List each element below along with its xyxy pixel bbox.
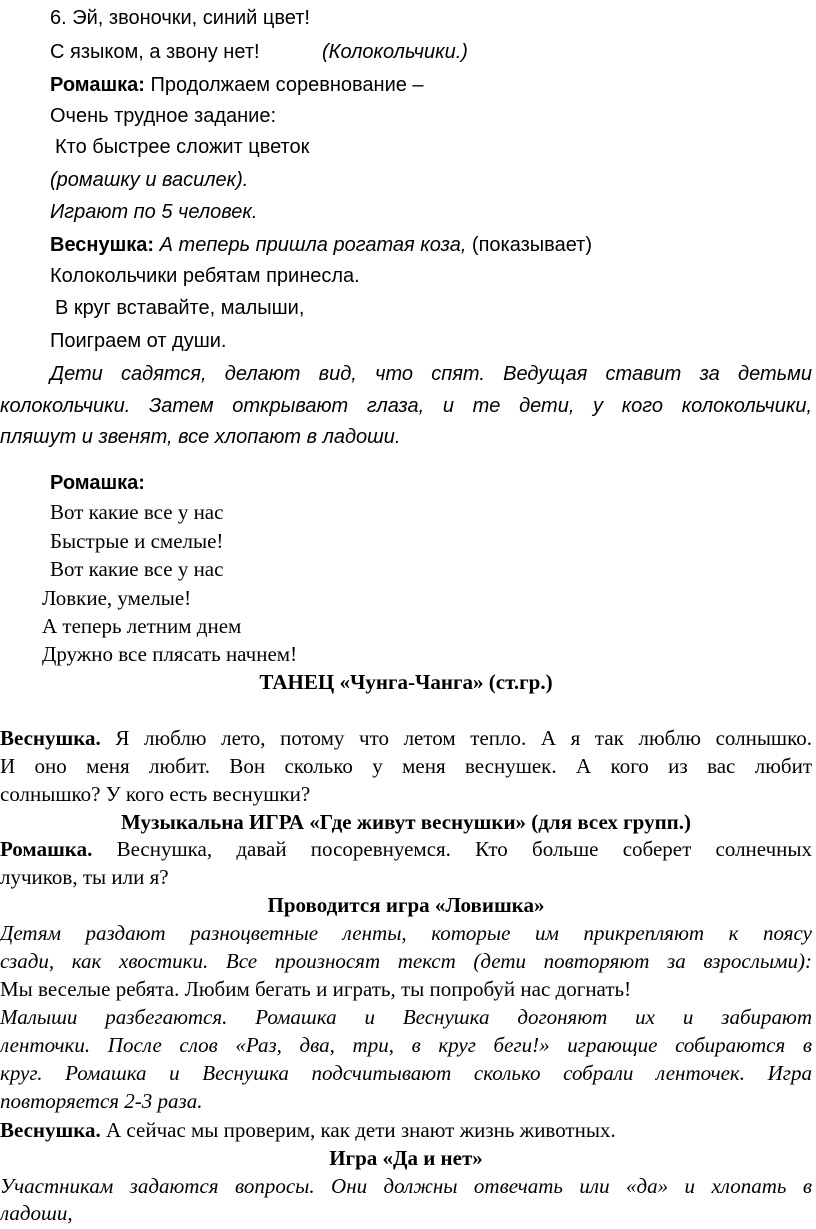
verse-line: Колокольчики ребятам принесла.: [50, 265, 360, 287]
section-heading: Музыкальна ИГРА «Где живут веснушки» (для всех групп.): [120, 810, 692, 834]
section-heading: Проводится игра «Ловишка»: [267, 893, 545, 917]
speaker-line: [0, 837, 812, 862]
instruction-line: Дети садятся, делают вид, что спят. Ведущая ставит за детьми: [50, 363, 812, 385]
speaker-line: [50, 233, 592, 257]
speech-text: Веснушка, давай посоревнуемся. Кто больше соберет солнечных: [92, 837, 812, 861]
poem-line: Дружно все плясать начнем!: [42, 642, 298, 666]
instruction-line: ленточки. После слов «Раз, два, три, в круг беги!» играющие собираются в: [0, 1033, 812, 1057]
speech-text: Я люблю лето, потому что летом тепло. А я так люблю солнышко.: [100, 726, 812, 750]
speech-line: солнышко? У кого есть веснушки?: [0, 782, 311, 806]
verse-line: Играют по 5 человек.: [50, 201, 258, 223]
poem-line: Быстрые и смелые!: [50, 529, 224, 553]
instruction-line: Детям раздают разноцветные ленты, которые им прикрепляют к поясу: [0, 921, 812, 945]
speech-text: (показывает): [466, 234, 592, 256]
speech-text: Продолжаем соревнование –: [144, 74, 424, 96]
poem-line: Ловкие, умелые!: [42, 586, 192, 610]
speaker-name: Ромашка.: [0, 837, 93, 861]
speaker-name: Ромашка:: [50, 472, 145, 494]
verse-line: 6. Эй, звоночки, синий цвет!: [50, 7, 310, 29]
speaker-line: [0, 1118, 616, 1143]
verse-line: [50, 40, 260, 64]
speech-text: А сейчас мы проверим, как дети знают жизнь животных.: [100, 1118, 616, 1142]
section-heading: ТАНЕЦ «Чунга-Чанга» (ст.гр.): [259, 670, 553, 694]
speaker-line: [50, 73, 424, 97]
verse-text: С языком, а звону нет!: [50, 41, 260, 63]
instruction-line: пляшут и звенят, все хлопают в ладоши.: [0, 426, 401, 448]
poem-line: А теперь летним днем: [42, 614, 242, 638]
instruction-line: Участникам задаются вопросы. Они должны отвечать или «да» и хлопать в: [0, 1174, 812, 1198]
speech-text-italic: А теперь пришла рогатая коза,: [154, 234, 467, 256]
speaker-name: Веснушка.: [0, 1118, 101, 1142]
speech-line: лучиков, ты или я?: [0, 865, 169, 889]
instruction-line: круг. Ромашка и Веснушка подсчитывают сколько собрали ленточек. Игра: [0, 1061, 812, 1085]
section-heading: Игра «Да и нет»: [329, 1146, 483, 1170]
speaker-line: [0, 726, 812, 751]
chant-line: Мы веселые ребята. Любим бегать и играть, ты попробуй нас догнать!: [0, 977, 632, 1001]
speaker-name: Веснушка:: [50, 234, 155, 256]
instruction-line: Малыши разбегаются. Ромашка и Веснушка догоняют их и забирают: [0, 1005, 812, 1029]
verse-line: Очень трудное задание:: [50, 105, 277, 127]
verse-line: В круг вставайте, малыши,: [55, 297, 305, 319]
poem-line: Вот какие все у нас: [50, 500, 224, 524]
instruction-line: сзади, как хвостики. Все произносят текст (дети повторяют за взрослыми):: [0, 949, 812, 973]
instruction-line: ладоши,: [0, 1201, 73, 1225]
speech-line: И оно меня любит. Вон сколько у меня веснушек. А кого из вас любит: [0, 754, 812, 778]
speaker-name: Ромашка:: [50, 74, 145, 96]
instruction-line: повторяется 2-3 раза.: [0, 1089, 203, 1113]
verse-line: Кто быстрее сложит цветок: [55, 136, 310, 158]
poem-line: Вот какие все у нас: [50, 557, 224, 581]
verse-note: (Колокольчики.): [322, 41, 468, 63]
instruction-line: колокольчики. Затем открывают глаза, и те дети, у кого колокольчики,: [0, 395, 812, 417]
verse-line: Поиграем от души.: [50, 330, 227, 352]
speaker-name: Веснушка.: [0, 726, 101, 750]
verse-line: (ромашку и василек).: [50, 169, 249, 191]
